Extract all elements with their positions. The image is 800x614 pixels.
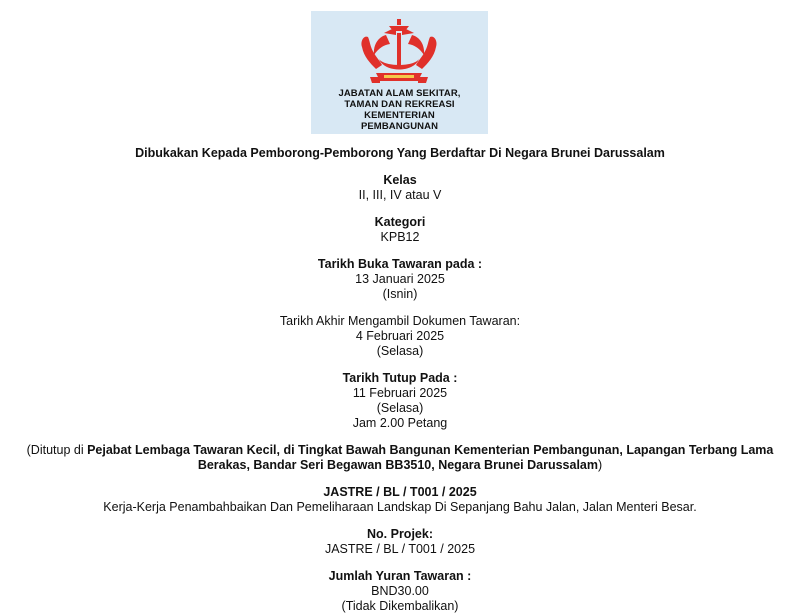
projek-value: JASTRE / BL / T001 / 2025 bbox=[324, 542, 476, 556]
closing-prefix: (Ditutup di bbox=[26, 443, 88, 457]
logo-line: PEMBANGUNAN bbox=[360, 121, 439, 132]
projek-label: No. Projek: bbox=[367, 527, 433, 541]
tutup-time: Jam 2.00 Petang bbox=[352, 416, 448, 430]
logo-line: TAMAN DAN REKREASI bbox=[344, 99, 455, 110]
kategori-value: KPB12 bbox=[380, 230, 420, 244]
buka-date: 13 Januari 2025 bbox=[355, 272, 445, 286]
kategori-label: Kategori bbox=[374, 215, 426, 229]
akhir-label: Tarikh Akhir Mengambil Dokumen Tawaran: bbox=[279, 314, 521, 328]
logo-line: KEMENTERIAN bbox=[364, 110, 435, 121]
buka-day: (Isnin) bbox=[382, 287, 418, 301]
tender-code: JASTRE / BL / T001 / 2025 bbox=[323, 485, 477, 499]
yuran-value: BND30.00 bbox=[371, 584, 429, 598]
logo-line: JABATAN ALAM SEKITAR, bbox=[338, 88, 461, 99]
kelas-label: Kelas bbox=[383, 173, 417, 187]
closing-suffix: ) bbox=[598, 458, 603, 472]
intro-text: Dibukakan Kepada Pemborong-Pemborong Yang Berdaftar Di Negara Brunei Darussalam bbox=[135, 146, 665, 160]
tender-title: Kerja-Kerja Penambahbaikan Dan Pemeliharaan Landskap Di Sepanjang Bahu Jalan, Jalan Menteri Besar. bbox=[103, 500, 697, 514]
closing-place: Pejabat Lembaga Tawaran Kecil, di Tingkat Bawah Bangunan Kementerian Pembangunan, Lapangan Terbang Lama Berakas, Bandar Seri Begawan BB3510, Negara Brunei Darussalam bbox=[87, 443, 774, 472]
department-logo bbox=[311, 11, 488, 134]
kelas-value: II, III, IV atau V bbox=[358, 188, 442, 202]
tutup-date: 11 Februari 2025 bbox=[352, 386, 448, 400]
akhir-date: 4 Februari 2025 bbox=[355, 329, 445, 343]
closing-location bbox=[20, 443, 780, 473]
logo-caption bbox=[311, 88, 488, 132]
yuran-label: Jumlah Yuran Tawaran : bbox=[328, 569, 472, 583]
buka-label: Tarikh Buka Tawaran pada : bbox=[317, 257, 483, 271]
tutup-day: (Selasa) bbox=[376, 401, 424, 415]
notice-body bbox=[0, 146, 800, 614]
yuran-note: (Tidak Dikembalikan) bbox=[341, 599, 459, 613]
tutup-label: Tarikh Tutup Pada : bbox=[342, 371, 458, 385]
brunei-crest-icon bbox=[356, 17, 442, 89]
akhir-day: (Selasa) bbox=[376, 344, 424, 358]
